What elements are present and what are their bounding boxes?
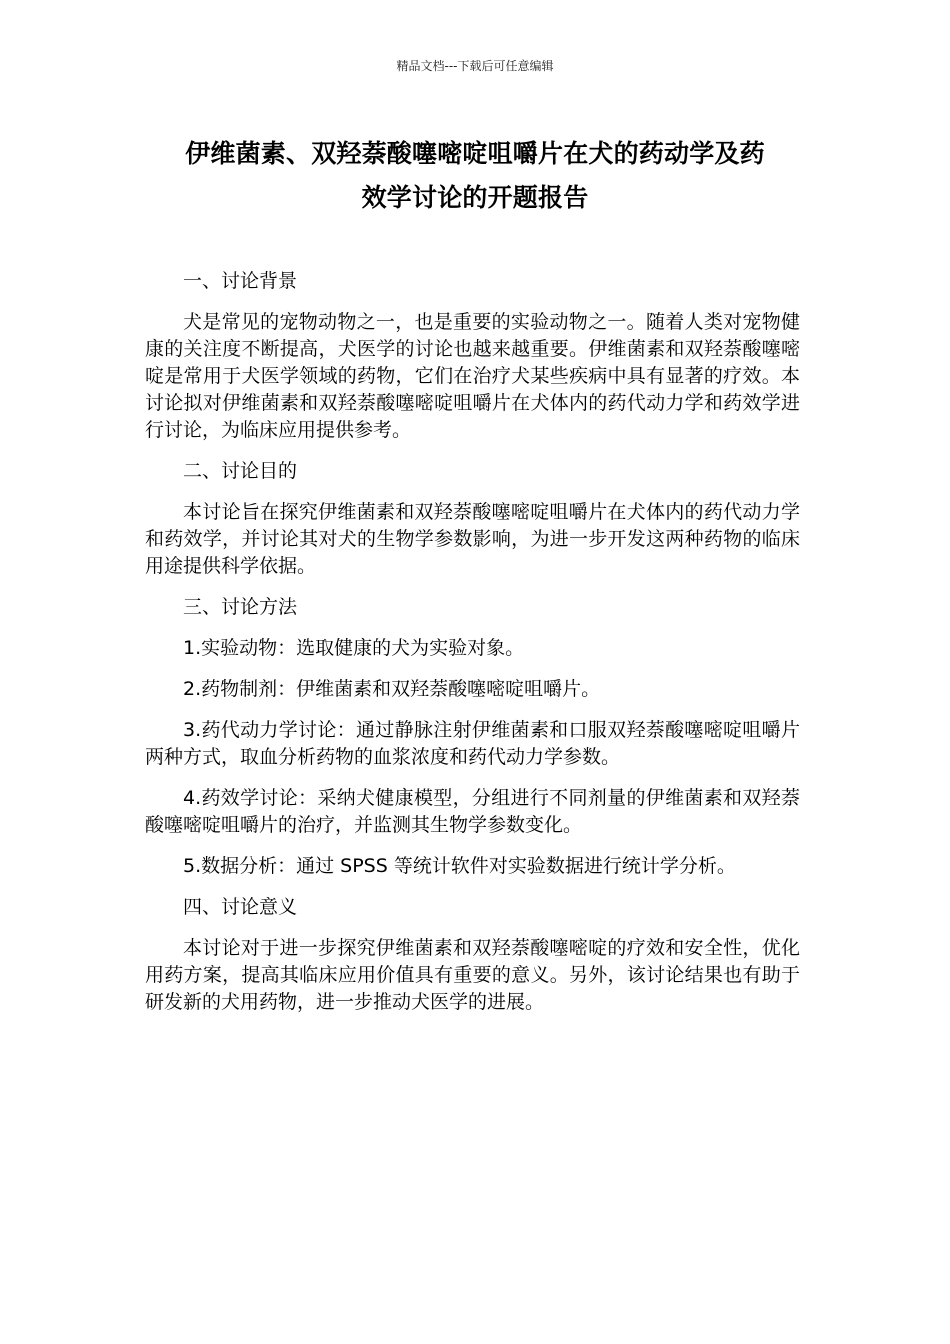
- method-item-pharmacokinetics: 3.药代动力学讨论：通过静脉注射伊维菌素和口服双羟萘酸噻嘧啶咀嚼片两种方式，取血分析药物的血浆浓度和药代动力学参数。: [145, 719, 800, 768]
- section-heading-background: 一、讨论背景: [183, 270, 298, 292]
- section-heading-significance: 四、讨论意义: [183, 896, 298, 918]
- method-item-data-analysis: 5.数据分析：通过 SPSS 等统计软件对实验数据进行统计学分析。: [183, 855, 736, 877]
- method-item-pharmacodynamics: 4.药效学讨论：采纳犬健康模型，分组进行不同剂量的伊维菌素和双羟萘酸噻嘧啶咀嚼片的治疗，并监测其生物学参数变化。: [145, 787, 800, 836]
- paragraph-significance: 本讨论对于进一步探究伊维菌素和双羟萘酸噻嘧啶的疗效和安全性，优化用药方案，提高其临床应用价值具有重要的意义。另外，该讨论结果也有助于研发新的犬用药物，进一步推动犬医学的进展。: [145, 937, 800, 1013]
- header-note: 精品文档---下载后可任意编辑: [396, 59, 554, 73]
- title-line-1: 伊维菌素、双羟萘酸噻嘧啶咀嚼片在犬的药动学及药: [185, 139, 765, 168]
- method-item-animals: 1.实验动物：选取健康的犬为实验对象。: [183, 637, 525, 659]
- document-title: [145, 132, 805, 220]
- document-body: [145, 268, 800, 1030]
- section-heading-purpose: 二、讨论目的: [183, 460, 298, 482]
- method-item-formulation: 2.药物制剂：伊维菌素和双羟萘酸噻嘧啶咀嚼片。: [183, 678, 601, 700]
- section-heading-methods: 三、讨论方法: [183, 596, 298, 618]
- title-line-2: 效学讨论的开题报告: [361, 183, 589, 212]
- paragraph-purpose: 本讨论旨在探究伊维菌素和双羟萘酸噻嘧啶咀嚼片在犬体内的药代动力学和药效学，并讨论其对犬的生物学参数影响，为进一步开发这两种药物的临床用途提供科学依据。: [145, 501, 800, 577]
- paragraph-background: 犬是常见的宠物动物之一，也是重要的实验动物之一。随着人类对宠物健康的关注度不断提高，犬医学的讨论也越来越重要。伊维菌素和双羟萘酸噻嘧啶是常用于犬医学领域的药物，它们在治疗犬某些疾病中具有显著的疗效。本讨论拟对伊维菌素和双羟萘酸噻嘧啶咀嚼片在犬体内的药代动力学和药效学进行讨论，为临床应用提供参考。: [145, 311, 800, 441]
